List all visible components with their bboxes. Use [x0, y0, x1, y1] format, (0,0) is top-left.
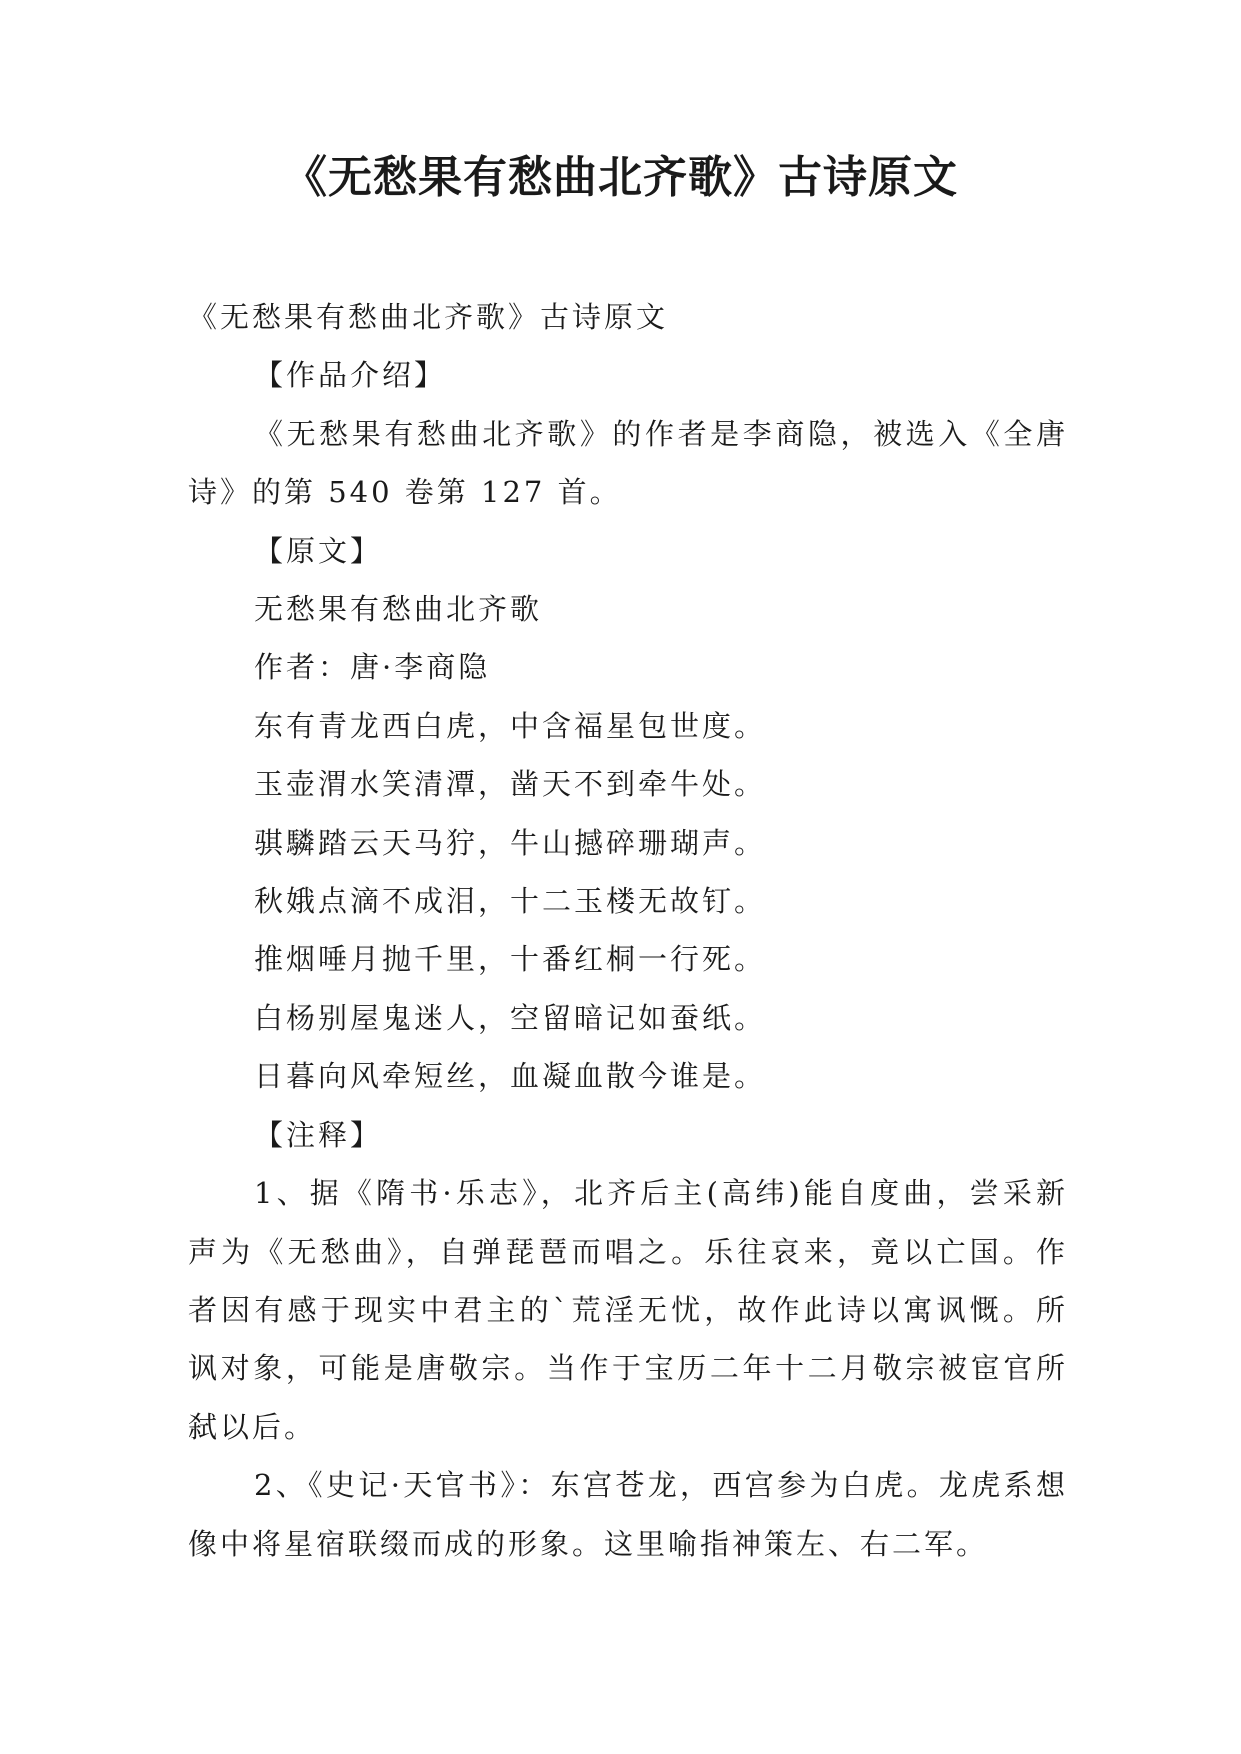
document-body — [188, 288, 1068, 1573]
poem-line: 白杨别屋鬼迷人，空留暗记如蚕纸。 — [254, 1000, 767, 1035]
poem-line: 东有青龙西白虎，中含福星包世度。 — [254, 708, 767, 743]
intro-paragraph: 《无愁果有愁曲北齐歌》的作者是李商隐，被选入《全唐诗》的第 540 卷第 127 首。 — [188, 416, 1068, 510]
poem-line: 推烟唾月抛千里，十番红桐一行死。 — [254, 942, 767, 977]
poem-author: 作者：唐·李商隐 — [254, 650, 491, 685]
note-paragraph: 2、《史记·天官书》：东宫苍龙，西宫参为白虎。龙虎系想像中将星宿联缀而成的形象。这里喻指神策左、右二军。 — [188, 1468, 1068, 1561]
section-heading-original: 【原文】 — [254, 533, 383, 568]
poem-title: 无愁果有愁曲北齐歌 — [254, 592, 543, 627]
poem-line: 骐驎踏云天马狞，牛山撼碎珊瑚声。 — [254, 825, 767, 860]
section-heading-intro: 【作品介绍】 — [254, 358, 447, 393]
poem-line: 秋娥点滴不成泪，十二玉楼无故钉。 — [254, 884, 767, 919]
document-title: 《无愁果有愁曲北齐歌》古诗原文 — [283, 152, 958, 203]
poem-line: 玉壶渭水笑清潭，凿天不到牵牛处。 — [254, 767, 767, 802]
note-paragraph: 1、据《隋书·乐志》，北齐后主(高纬)能自度曲，尝采新声为《无愁曲》，自弹琵琶而唱之。乐往哀来，竟以亡国。作者因有感于现实中君主的`荒淫无忧，故作此诗以寓讽慨。所讽对象，可能是唐敬宗。当作于宝历二年十二月敬宗被宦官所弑以后。 — [188, 1176, 1068, 1444]
section-heading-notes: 【注释】 — [254, 1117, 383, 1152]
document-subtitle: 《无愁果有愁曲北齐歌》古诗原文 — [188, 300, 669, 334]
poem-line: 日暮向风牵短丝，血凝血散今谁是。 — [254, 1059, 767, 1094]
